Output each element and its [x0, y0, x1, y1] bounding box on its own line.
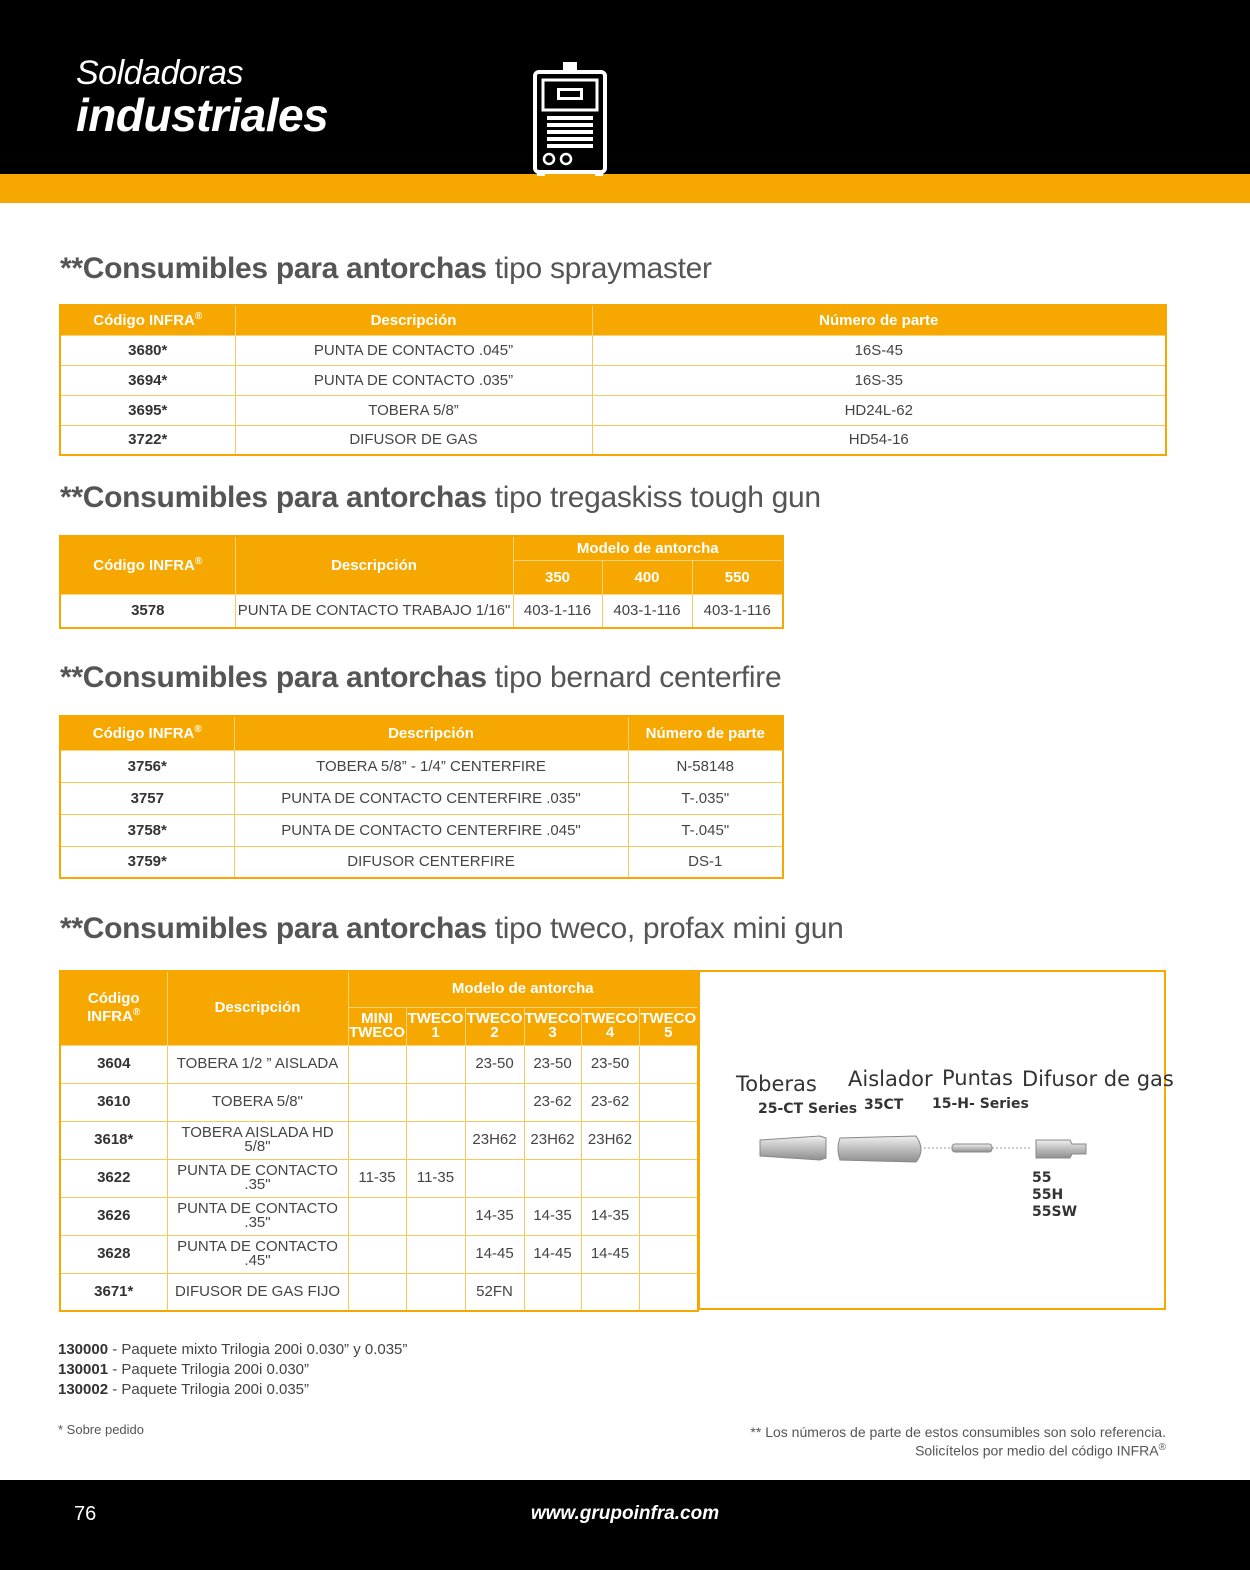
cell-model-value: 11-35	[348, 1159, 406, 1197]
gas-diffuser-icon	[1036, 1140, 1086, 1158]
column-header-description: Descripción	[234, 716, 628, 750]
header-title-line2: industriales	[76, 89, 329, 141]
cell-description: PUNTA DE CONTACTO .45"	[167, 1235, 348, 1273]
column-header-model-550: 550	[692, 560, 783, 594]
cell-model-value: 14-35	[581, 1197, 639, 1235]
column-header-mini-tweco: MINI TWECO	[348, 1007, 406, 1045]
cell-code: 3757	[60, 782, 234, 814]
cell-model-value	[581, 1159, 639, 1197]
page-footer	[0, 1480, 1250, 1570]
table-row	[60, 1197, 698, 1235]
cell-code: 3578	[60, 594, 235, 628]
table-row	[60, 1083, 698, 1121]
cell-code: 3628	[60, 1235, 167, 1273]
table-row	[60, 782, 783, 814]
label-puntas-series: 15-H- Series	[932, 1096, 1029, 1112]
table-row	[60, 814, 783, 846]
cell-model-value: 23-50	[581, 1045, 639, 1083]
table-row	[60, 1235, 698, 1273]
label-difusor: Difusor de gas	[1022, 1067, 1174, 1091]
insulator-icon	[838, 1136, 921, 1162]
cell-code: 3759*	[60, 846, 234, 878]
contact-tip-icon	[952, 1144, 992, 1152]
cell-code: 3680*	[60, 335, 235, 365]
column-header-part: Número de parte	[592, 305, 1166, 335]
list-item: 130002 - Paquete Trilogia 200i 0.035”	[58, 1381, 310, 1398]
table-row	[60, 1159, 698, 1197]
column-header-tweco-3: TWECO 3	[524, 1007, 581, 1045]
cell-description: PUNTA DE CONTACTO .045”	[235, 335, 592, 365]
cell-description: PUNTA DE CONTACTO .035”	[235, 365, 592, 395]
cell-model-value: 23H62	[581, 1121, 639, 1159]
column-header-code: Código INFRA®	[60, 971, 167, 1045]
cell-code: 3695*	[60, 395, 235, 425]
cell-model-value: 14-45	[465, 1235, 524, 1273]
cell-model-value	[639, 1045, 698, 1083]
cell-description: DIFUSOR DE GAS FIJO	[167, 1273, 348, 1311]
label-difusor-55: 55	[1032, 1170, 1052, 1186]
cell-part: N-58148	[628, 750, 783, 782]
cell-code: 3618*	[60, 1121, 167, 1159]
cell-model-value	[406, 1197, 465, 1235]
cell-code: 3671*	[60, 1273, 167, 1311]
column-header-tweco-4: TWECO 4	[581, 1007, 639, 1045]
table-row	[60, 846, 783, 878]
cell-part: T-.035"	[628, 782, 783, 814]
cell-model-value: 403-1-116	[513, 594, 602, 628]
cell-model-value: 11-35	[406, 1159, 465, 1197]
cell-model-value	[524, 1159, 581, 1197]
cell-model-value: 14-35	[524, 1197, 581, 1235]
cell-model-value	[348, 1083, 406, 1121]
cell-model-value	[639, 1083, 698, 1121]
cell-description: PUNTA DE CONTACTO CENTERFIRE .035"	[234, 782, 628, 814]
cell-model-value: 14-45	[581, 1235, 639, 1273]
cell-model-value	[348, 1121, 406, 1159]
cell-model-value	[465, 1159, 524, 1197]
cell-model-value	[406, 1121, 465, 1159]
label-toberas: Toberas	[736, 1072, 817, 1096]
label-aislador: Aislador	[848, 1067, 933, 1091]
cell-part: 16S-45	[592, 335, 1166, 365]
header-accent-stripe	[0, 174, 1250, 203]
column-header-model-400: 400	[602, 560, 692, 594]
table-row	[60, 594, 783, 628]
cell-code: 3722*	[60, 425, 235, 455]
column-header-code: Código INFRA®	[60, 536, 235, 594]
cell-model-value	[406, 1235, 465, 1273]
cell-description: TOBERA 5/8”	[235, 395, 592, 425]
cell-code: 3610	[60, 1083, 167, 1121]
nozzle-icon	[760, 1136, 826, 1160]
cell-model-value: 23H62	[465, 1121, 524, 1159]
column-header-description: Descripción	[167, 971, 348, 1045]
cell-model-value	[581, 1273, 639, 1311]
cell-description: TOBERA 5/8” - 1/4” CENTERFIRE	[234, 750, 628, 782]
cell-model-value	[406, 1045, 465, 1083]
cell-code: 3604	[60, 1045, 167, 1083]
cell-model-value	[639, 1235, 698, 1273]
column-header-description: Descripción	[235, 536, 513, 594]
table-row	[60, 425, 1166, 455]
column-header-code: Código INFRA®	[60, 305, 235, 335]
label-difusor-55h: 55H	[1032, 1187, 1064, 1203]
welding-machine-icon	[533, 60, 607, 176]
cell-model-value: 14-45	[524, 1235, 581, 1273]
cell-model-value: 23H62	[524, 1121, 581, 1159]
cell-model-value: 403-1-116	[602, 594, 692, 628]
section-title-tweco: **Consumibles para antorchas tipo tweco, profax mini gun	[60, 912, 844, 945]
tweco-table	[59, 970, 699, 1312]
column-header-tweco-5: TWECO 5	[639, 1007, 698, 1045]
table-row	[60, 395, 1166, 425]
cell-description: DIFUSOR DE GAS	[235, 425, 592, 455]
cell-model-value: 14-35	[465, 1197, 524, 1235]
cell-code: 3758*	[60, 814, 234, 846]
tregaskiss-table	[59, 535, 784, 629]
label-toberas-series: 25-CT Series	[758, 1101, 858, 1117]
cell-model-value	[348, 1197, 406, 1235]
cell-model-value	[406, 1083, 465, 1121]
cell-model-value: 23-62	[581, 1083, 639, 1121]
table-row	[60, 1121, 698, 1159]
section-title-spraymaster: **Consumibles para antorchas tipo spraymaster	[60, 252, 712, 285]
website-link[interactable]: www.grupoinfra.com	[530, 1503, 720, 1524]
cell-part: 16S-35	[592, 365, 1166, 395]
table-row	[60, 750, 783, 782]
column-header-code: Código INFRA®	[60, 716, 234, 750]
table-row	[60, 365, 1166, 395]
label-puntas: Puntas	[942, 1066, 1013, 1090]
cell-part: HD24L-62	[592, 395, 1166, 425]
list-item: 130000 - Paquete mixto Trilogia 200i 0.030” y 0.035”	[58, 1341, 408, 1358]
cell-description: TOBERA 1/2 ” AISLADA	[167, 1045, 348, 1083]
column-header-tweco-2: TWECO 2	[465, 1007, 524, 1045]
section-title-tregaskiss: **Consumibles para antorchas tipo tregaskiss tough gun	[60, 481, 821, 514]
cell-description: DIFUSOR CENTERFIRE	[234, 846, 628, 878]
footnote-reference: ** Los números de parte de estos consumibles son solo referencia. Solicítelos por medio del código INFRA®	[750, 1424, 1166, 1459]
cell-part: DS-1	[628, 846, 783, 878]
cell-description: TOBERA AISLADA HD 5/8"	[167, 1121, 348, 1159]
cell-model-value	[639, 1159, 698, 1197]
cell-model-value	[406, 1273, 465, 1311]
cell-code: 3622	[60, 1159, 167, 1197]
cell-model-value	[348, 1273, 406, 1311]
cell-model-value	[348, 1045, 406, 1083]
cell-description: PUNTA DE CONTACTO TRABAJO 1/16"	[235, 594, 513, 628]
cell-model-value: 403-1-116	[692, 594, 783, 628]
cell-model-value	[639, 1197, 698, 1235]
list-item: 130001 - Paquete Trilogia 200i 0.030”	[58, 1361, 310, 1378]
cell-model-value: 23-50	[465, 1045, 524, 1083]
cell-model-value: 23-50	[524, 1045, 581, 1083]
table-row	[60, 335, 1166, 365]
label-aislador-series: 35CT	[864, 1097, 904, 1113]
section-title-bernard: **Consumibles para antorchas tipo bernard centerfire	[60, 661, 782, 694]
cell-description: PUNTA DE CONTACTO .35"	[167, 1197, 348, 1235]
page-number: 76	[74, 1503, 97, 1525]
cell-model-value	[348, 1235, 406, 1273]
table-row	[60, 1045, 698, 1083]
column-header-description: Descripción	[235, 305, 592, 335]
torch-parts-diagram	[698, 970, 1174, 1310]
cell-code: 3756*	[60, 750, 234, 782]
cell-model-value	[639, 1121, 698, 1159]
column-header-model: Modelo de antorcha	[348, 971, 698, 1007]
cell-description: TOBERA 5/8"	[167, 1083, 348, 1121]
cell-model-value	[639, 1273, 698, 1311]
cell-model-value	[465, 1083, 524, 1121]
cell-code: 3626	[60, 1197, 167, 1235]
torch-parts-illustration	[700, 972, 1164, 1308]
table-row	[60, 1273, 698, 1311]
cell-model-value: 52FN	[465, 1273, 524, 1311]
footnote-on-request: * Sobre pedido	[58, 1422, 145, 1437]
spraymaster-table	[59, 304, 1167, 456]
package-list	[58, 1340, 407, 1400]
bernard-table	[59, 715, 784, 879]
cell-model-value	[524, 1273, 581, 1311]
column-header-model-350: 350	[513, 560, 602, 594]
label-difusor-55sw: 55SW	[1032, 1204, 1078, 1220]
column-header-part: Número de parte	[628, 716, 783, 750]
column-header-model: Modelo de antorcha	[513, 536, 783, 560]
cell-part: HD54-16	[592, 425, 1166, 455]
header-title-line1: Soldadoras	[76, 54, 244, 92]
column-header-tweco-1: TWECO 1	[406, 1007, 465, 1045]
cell-description: PUNTA DE CONTACTO CENTERFIRE .045"	[234, 814, 628, 846]
cell-part: T-.045"	[628, 814, 783, 846]
cell-description: PUNTA DE CONTACTO .35"	[167, 1159, 348, 1197]
cell-code: 3694*	[60, 365, 235, 395]
cell-model-value: 23-62	[524, 1083, 581, 1121]
